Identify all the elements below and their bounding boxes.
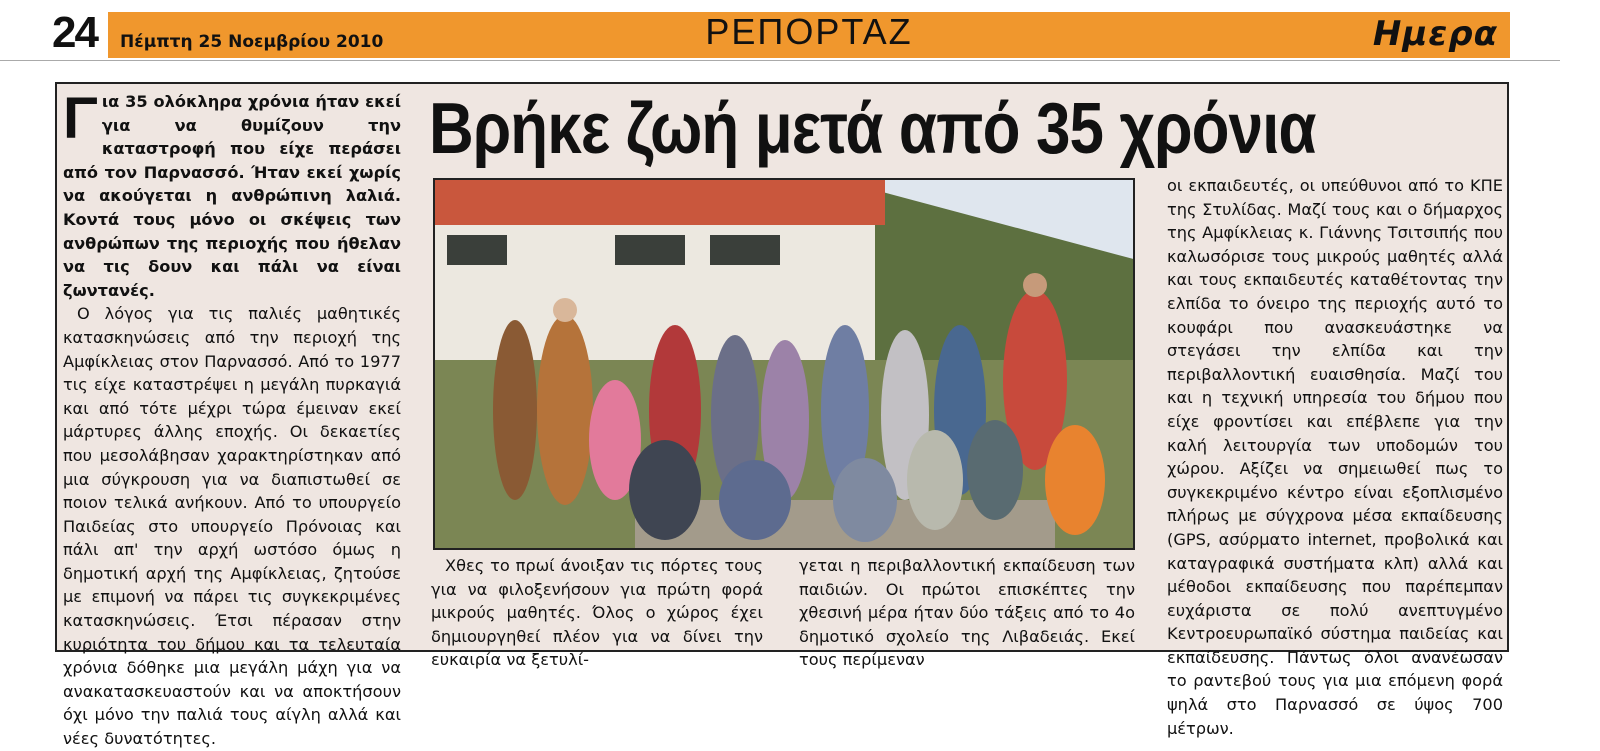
header-rule bbox=[0, 60, 1560, 61]
group-photo-image bbox=[435, 180, 1135, 550]
body-paragraph: οι εκπαιδευτές, οι υπεύθυνοι από το ΚΠΕ της Στυλίδας. Μαζί τους και ο δήμαρχος της Αμφίκλειας κ. Γιάννης Τσιτσιπής που καλωσόρισε τους μικρούς μαθητές αλλά και τους εκπαιδευτές καταθέτοντας την ελπίδα το όνειρο της περιοχής αυτό το κουφάρι που ανασκευάστηκε να στεγάσει την ελπίδα και την περιβαλλοντική ευαισθησία. Μαζί του και η τεχνική υπηρεσία του δήμου που είχε φροντίσει και επέβλεπε για την καλή λειτουργία των υποδομών του χώρου. Αξίζει να σημειωθεί πως το συγκεκριμένο κέντρο είναι εξοπλισμένο πλήρως με σύγχρονα μέσα εκπαίδευσης (GPS, ασύρματο internet, προβολικά και καταγραφικά συστήματα κλπ) αλλά και μέθοδοι εκπαίδευσης που παρέπεμπαν ευχάριστα σε πολύ ανεπτυγμένο Κεντροευρωπαϊκό σύστημα παιδείας και εκπαίδευσης. Πάντως όλοι ανανέωσαν το ραντεβού τους για μια επόμενη φορά ψηλά στο Παρνασσό σε ύψος 700 μέτρων. bbox=[1167, 176, 1503, 738]
headline: Βρήκε ζωή μετά από 35 χρόνια bbox=[429, 89, 1316, 169]
header-bar bbox=[108, 12, 1510, 58]
body-paragraph: Χθες το πρωί άνοιξαν τις πόρτες τους για να φιλοξενήσουν για πρώτη φορά μικρούς μαθητές. Όλος ο χώρος έχει δημιουργηθεί πλέον για να δίνει την ευκαιρία να ξετυλί- bbox=[431, 556, 763, 670]
section-title: ΡΕΠΟΡΤΑΖ bbox=[705, 11, 913, 52]
issue-date: Πέμπτη 25 Νοεμβρίου 2010 bbox=[120, 32, 384, 52]
lead-paragraph bbox=[63, 86, 401, 302]
article-photo bbox=[433, 178, 1135, 550]
article-column-4 bbox=[1167, 174, 1503, 740]
body-paragraph: γεται η περιβαλλοντική εκπαίδευση των παιδιών. Οι πρώτοι επισκέπτες την χθεσινή μέρα ήταν δύο τάξεις από το 4ο δημοτικό σχολείο της Λιβαδειάς. Εκεί τους περίμεναν bbox=[799, 556, 1135, 670]
body-paragraph: Ο λόγος για τις παλιές μαθητικές κατασκηνώσεις από την περιοχή της Αμφίκλειας στον Παρνασσό. Από το 1977 τις είχε καταστρέψει η μεγάλη πυρκαγιά και από τότε μέχρι τώρα έμειναν εκεί μάρτυρες άλλης εποχής. Οι δεκαετίες που μεσολάβησαν χαρακτηρίστηκαν από μια σύγκρουση για να διαπιστωθεί σε ποιον τελικά ανήκουν. Από το υπουργείο Παιδείας στο υπουργείο Πρόνοιας και πάλι απ' την αρχή ωστόσο όμως η δημοτική αρχή της Αμφίκλειας, ζητούσε με επιμονή να πάρει τις συγκεκριμένες κατασκηνώσεις. Έτσι πέρασαν στην κυριότητα του δήμου και τα τελευταία χρόνια δόθηκε μια μεγάλη μάχη για να ανακατασκευαστούν και να αποκτήσουν όχι μόνο την παλιά τους αίγλη αλλά και νέες δυνατότητες. bbox=[63, 304, 401, 749]
article-box bbox=[55, 82, 1509, 749]
newspaper-logo: Ημερα bbox=[1372, 14, 1498, 54]
page-number: 24 bbox=[52, 8, 97, 57]
article-column-2 bbox=[431, 554, 763, 672]
article-column-3 bbox=[799, 554, 1135, 672]
lead-text: ια 35 ολόκληρα χρόνια ήταν εκεί για να θυμίζουν την καταστροφή που είχε περάσει από τον Παρνασσό. Ήταν εκεί χωρίς να ακούγεται η ανθρώπινη λαλιά. Κοντά τους μόνο οι σκέψεις των ανθρώπων της περιοχής που ήθελαν να τις δουν και πάλι να είναι ζωντανές. bbox=[63, 92, 401, 300]
drop-cap: Γ bbox=[63, 86, 98, 151]
article-column-1 bbox=[63, 86, 401, 751]
